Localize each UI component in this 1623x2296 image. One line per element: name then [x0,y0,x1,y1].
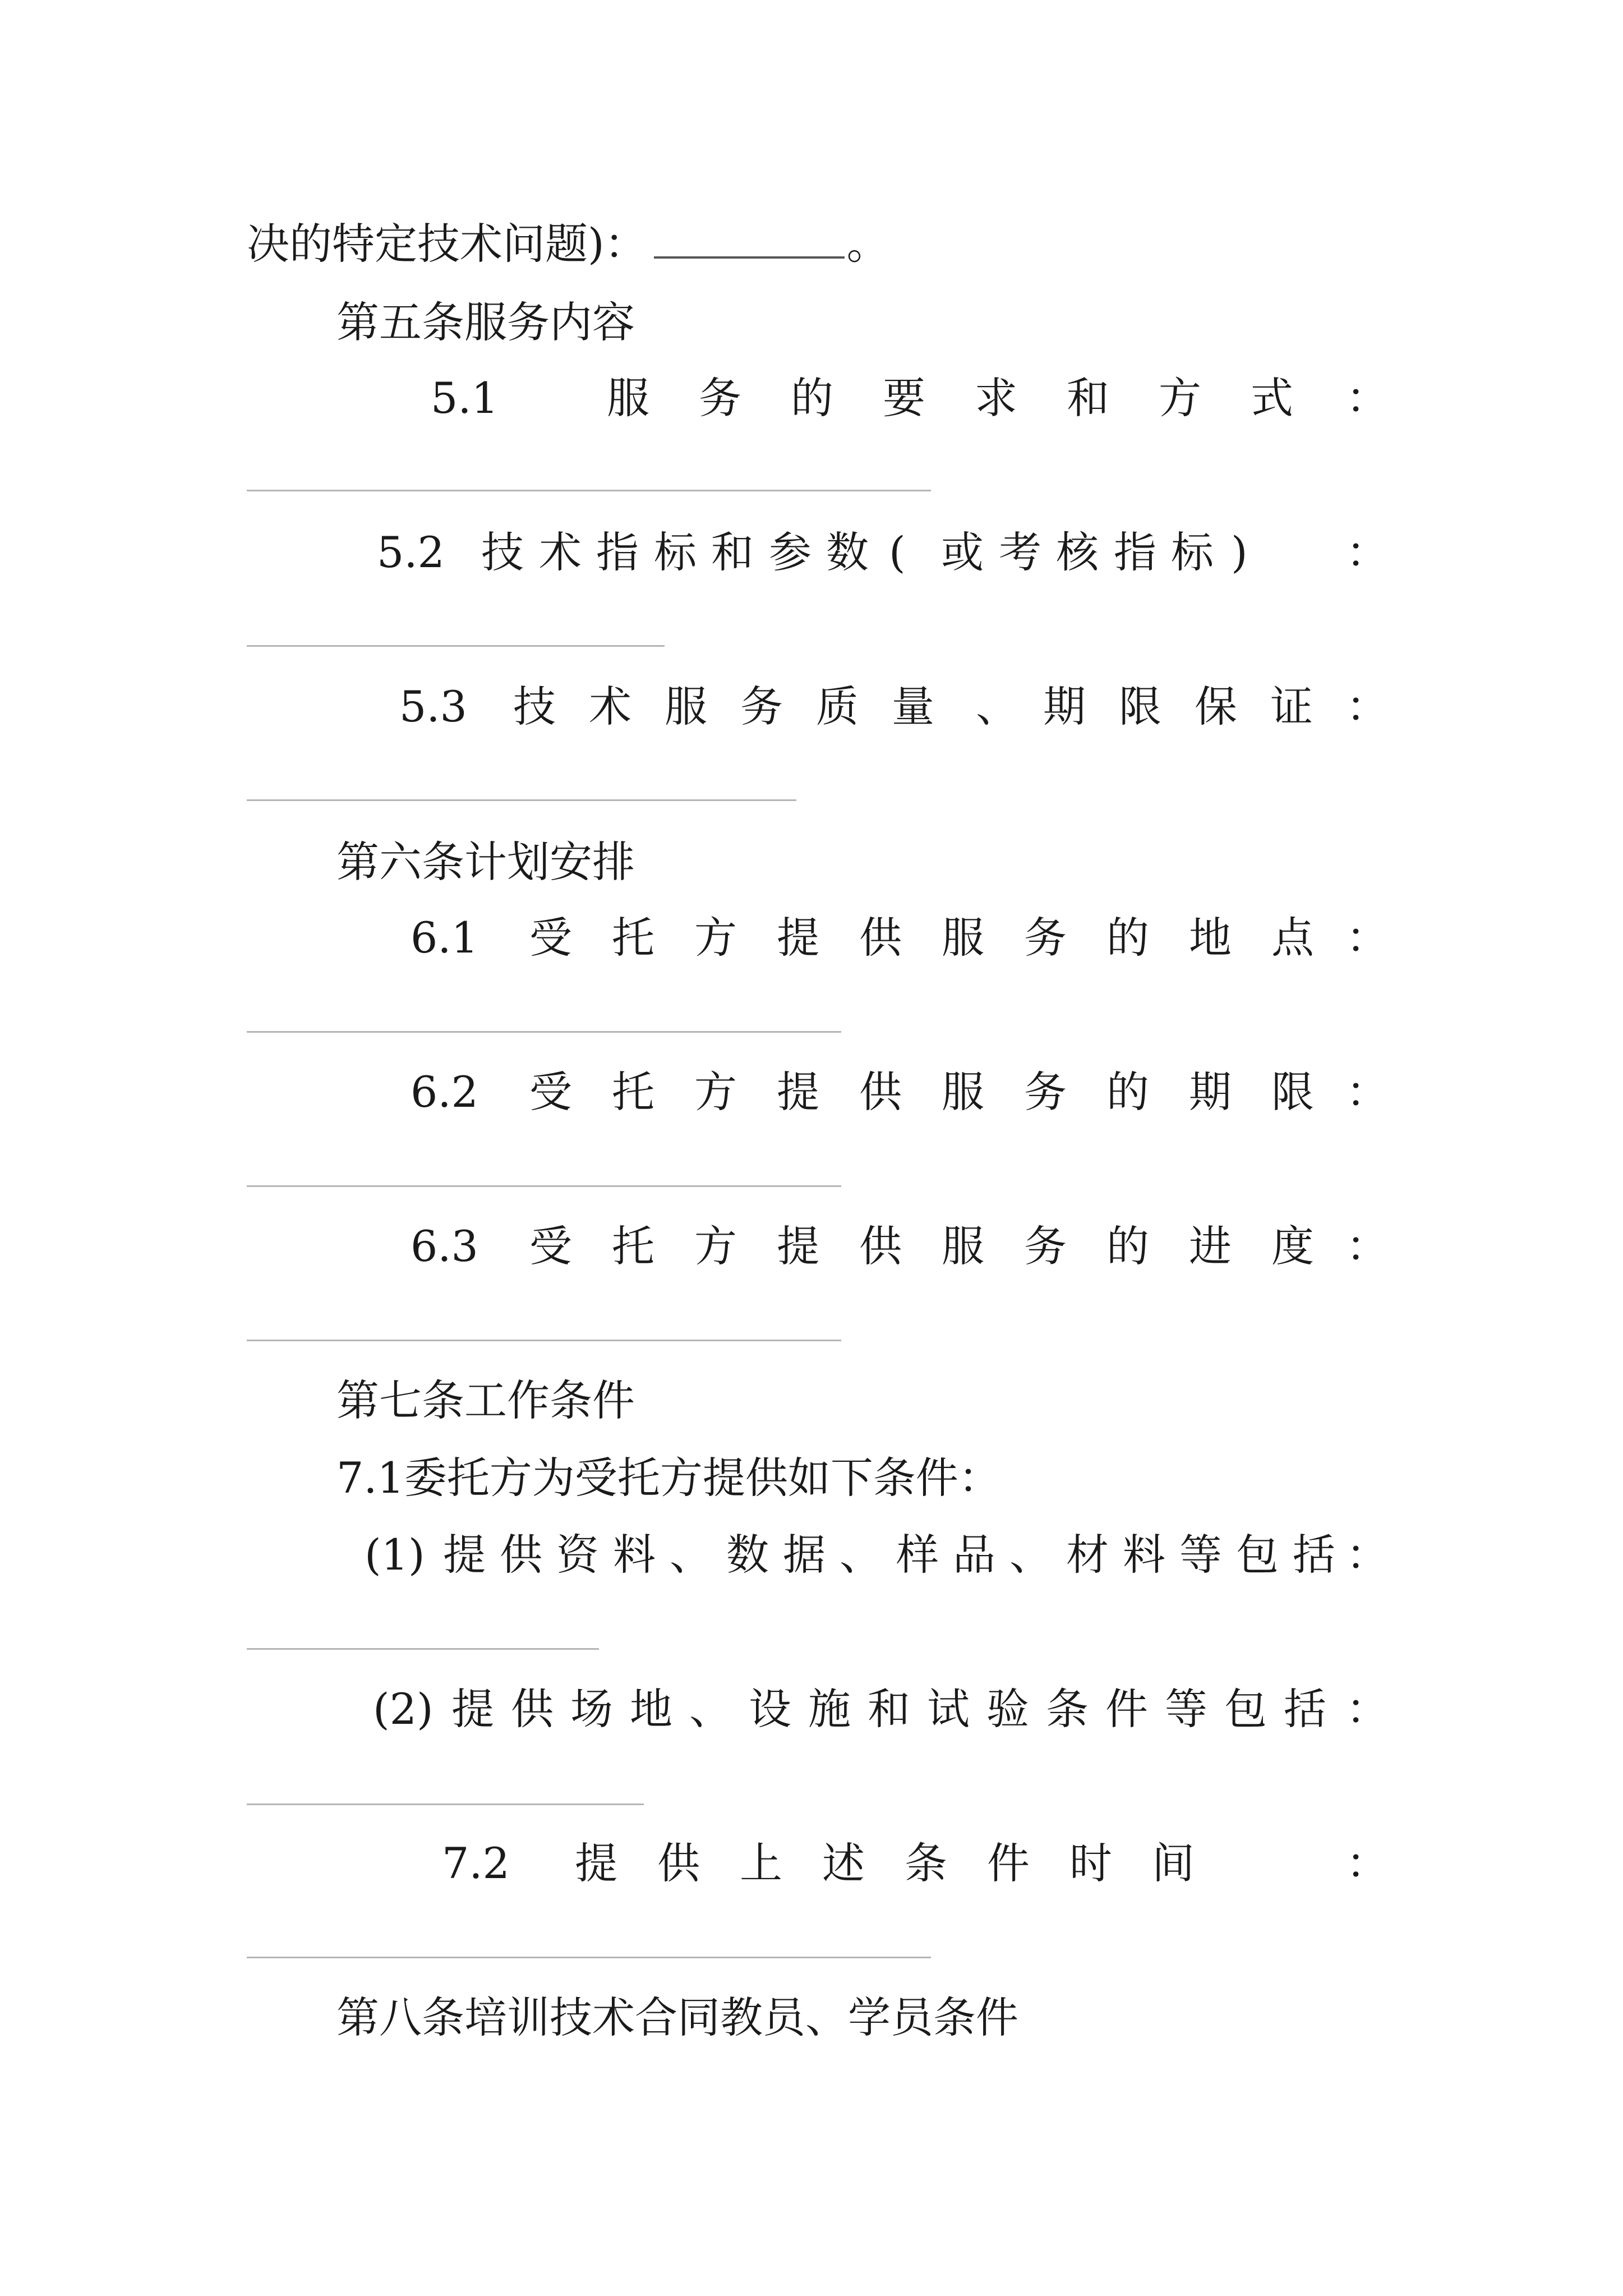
item-5-2-char: 数 [826,527,869,577]
item-6-1-char: 务 [1024,913,1067,963]
item-5-1 [0,370,1623,426]
condition-2-char: 包 [1224,1684,1267,1734]
item-6-3-char: 托 [612,1221,654,1271]
item-7-2-char: 间 [1152,1838,1195,1888]
item-5-2-char: 考 [999,527,1041,577]
item-5-3-char: 保 [1195,682,1237,731]
item-5-3-char: 期 [1043,682,1086,731]
item-6-2-char: 务 [1024,1067,1067,1117]
item-6-2-number: 6.2 [411,1067,478,1117]
condition-2-number: (2) [373,1684,434,1734]
item-5-3-char: 、 [976,682,1018,731]
item-6-3 [0,1218,1623,1274]
item-6-3-char: 度 [1271,1221,1314,1271]
item-5-2-char: ： [1346,527,1389,577]
condition-2-char: 和 [868,1684,910,1734]
item-6-3-char: ： [1346,1221,1389,1271]
condition-1-blank-line[interactable] [247,1648,599,1650]
condition-1-char: 、 [840,1530,882,1580]
condition-2-char: 试 [927,1684,970,1734]
condition-2-char: 括 [1284,1684,1326,1734]
article-8-title: 第八条培训技术合同教员、学员条件 [336,1993,1018,2042]
item-5-2-char: 术 [539,527,582,577]
condition-1-char: 供 [500,1530,542,1580]
condition-2 [0,1681,1623,1737]
item-6-2 [0,1064,1623,1120]
article-7-title: 第七条工作条件 [336,1375,635,1425]
item-5-2-char: ( [889,527,906,577]
item-6-3-char: 服 [942,1221,984,1271]
item-6-1-char: 地 [1189,913,1232,963]
condition-2-blank-line[interactable] [247,1803,644,1805]
item-5-1-blank-line[interactable] [247,490,931,491]
item-7-2-char: 时 [1069,1838,1112,1888]
item-5-1-char: 要 [883,373,925,423]
item-5-3-char: ： [1346,682,1389,731]
item-5-2 [0,524,1623,581]
item-5-2-char: 技 [481,527,524,577]
item-5-2-char: 标 [654,527,697,577]
item-7-2 [0,1835,1623,1892]
item-6-3-char: 务 [1024,1221,1067,1271]
item-6-1-char: 托 [612,913,654,963]
item-6-3-char: 进 [1189,1221,1232,1271]
article-5-title: 第五条服务内容 [336,297,635,347]
condition-1-number: (1) [365,1530,425,1580]
condition-2-char: 供 [511,1684,554,1734]
item-5-3-number: 5.3 [399,682,467,731]
item-5-3-char: 证 [1270,682,1313,731]
item-5-2-char: 和 [711,527,754,577]
item-6-3-char: 供 [859,1221,902,1271]
condition-1-char: 料 [613,1530,656,1580]
condition-1-char: 资 [556,1530,599,1580]
item-7-2-char: 条 [905,1838,947,1888]
item-7-2-char: ： [1346,1838,1389,1888]
condition-1 [0,1527,1623,1583]
item-7-2-char: 上 [740,1838,782,1888]
item-6-1-char: 受 [529,913,572,963]
item-7-2-number: 7.2 [442,1838,510,1888]
item-5-2-char: 核 [1056,527,1099,577]
item-6-2-char: 限 [1271,1067,1314,1117]
item-5-2-char: 指 [1114,527,1156,577]
item-5-3-char: 质 [816,682,859,731]
condition-2-char: 提 [451,1684,494,1734]
item-5-1-char: 和 [1067,373,1109,423]
condition-2-char: 设 [749,1684,791,1734]
condition-2-char: 条 [1046,1684,1089,1734]
item-6-1-number: 6.1 [411,913,478,963]
item-5-1-char: 求 [975,373,1017,423]
item-6-3-number: 6.3 [411,1221,478,1271]
article-6-title: 第六条计划安排 [336,837,635,887]
condition-2-char: ： [1346,1684,1389,1734]
item-6-1 [0,910,1623,966]
item-5-3-char: 量 [892,682,934,731]
item-5-1-char: 式 [1251,373,1293,423]
condition-2-char: 场 [570,1684,613,1734]
item-6-2-char: 托 [612,1067,654,1117]
item-6-3-char: 的 [1106,1221,1149,1271]
condition-1-char: 包 [1236,1530,1279,1580]
item-5-2-char: 指 [596,527,639,577]
item-6-1-char: 方 [694,913,737,963]
condition-1-char: 料 [1123,1530,1165,1580]
item-6-2-char: ： [1346,1067,1389,1117]
condition-1-char: 、 [670,1530,712,1580]
item-5-1-char: 服 [607,373,649,423]
item-7-2-char: 件 [987,1838,1030,1888]
item-6-3-char: 受 [529,1221,572,1271]
condition-1-char: 提 [443,1530,486,1580]
item-7-2-char: 述 [822,1838,865,1888]
item-5-2-char: 或 [941,527,984,577]
item-5-3 [0,679,1623,735]
item-6-2-char: 方 [694,1067,737,1117]
item-5-3-blank-line[interactable] [247,799,796,801]
item-6-1-char: ： [1346,913,1389,963]
intro-end: 。 [846,219,889,269]
item-7-2-blank-line[interactable] [247,1957,931,1958]
item-5-3-char: 限 [1119,682,1161,731]
condition-1-char: 数 [726,1530,769,1580]
condition-1-char: 材 [1066,1530,1109,1580]
condition-1-char: 等 [1179,1530,1222,1580]
item-6-2-char: 期 [1189,1067,1232,1117]
condition-1-char: 样 [896,1530,939,1580]
item-5-3-char: 务 [740,682,783,731]
item-6-1-char: 的 [1106,913,1149,963]
item-6-1-char: 服 [942,913,984,963]
item-5-1-char: 方 [1159,373,1201,423]
item-6-3-char: 提 [777,1221,819,1271]
item-5-3-char: 服 [665,682,707,731]
item-5-1-char: 的 [791,373,833,423]
item-6-1-char: 供 [859,913,902,963]
item-5-1-char: ： [1346,373,1389,423]
condition-1-char: 品 [953,1530,995,1580]
item-6-1-blank-line[interactable] [247,1031,841,1033]
condition-1-char: 据 [783,1530,826,1580]
item-6-1-char: 点 [1271,913,1314,963]
item-5-3-char: 术 [589,682,631,731]
item-7-2-char: 提 [575,1838,617,1888]
condition-2-char: 等 [1165,1684,1207,1734]
item-5-2-char: 参 [769,527,811,577]
condition-1-char: ： [1346,1530,1389,1580]
item-5-1-number: 5.1 [431,373,499,423]
item-6-2-char: 提 [777,1067,819,1117]
item-6-3-blank-line[interactable] [247,1340,841,1341]
item-5-2-char: ) [1231,527,1248,577]
item-7-2-char: 供 [657,1838,700,1888]
item-5-1-char: 务 [699,373,741,423]
item-5-2-number: 5.2 [377,527,445,577]
condition-2-char: 地 [630,1684,672,1734]
item-6-2-char: 供 [859,1067,902,1117]
intro-text: 决的特定技术问题)： [247,219,647,269]
item-5-3-char: 技 [513,682,556,731]
condition-2-char: 件 [1105,1684,1148,1734]
condition-2-char: 、 [689,1684,732,1734]
item-6-3-char: 方 [694,1221,737,1271]
fill-blank[interactable] [654,222,845,259]
item-5-2-char: 标 [1171,527,1214,577]
condition-2-char: 施 [808,1684,851,1734]
item-6-1-char: 提 [777,913,819,963]
intro-line [247,216,1537,272]
condition-1-char: 括 [1293,1530,1335,1580]
item-6-2-char: 受 [529,1067,572,1117]
item-7-1: 7.1委托方为受托方提供如下条件： [336,1453,1001,1503]
item-6-2-char: 的 [1106,1067,1149,1117]
item-6-2-char: 服 [942,1067,984,1117]
item-5-2-blank-line[interactable] [247,645,665,647]
item-6-2-blank-line[interactable] [247,1185,841,1187]
condition-1-char: 、 [1009,1530,1052,1580]
condition-2-char: 验 [986,1684,1029,1734]
